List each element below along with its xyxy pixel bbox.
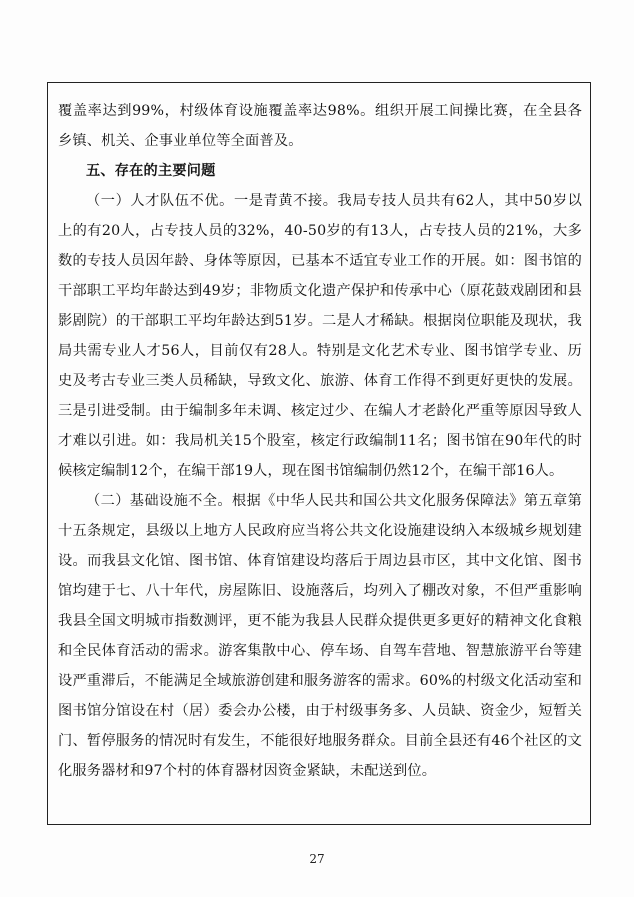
document-body: [58, 96, 582, 786]
body-paragraph-infrastructure: （二）基础设施不全。根据《中华人民共和国公共文化服务保障法》第五章第十五条规定，县级以上地方人民政府应当将公共文化设施建设纳入本级城乡规划建设。而我县文化馆、图书馆、体育馆建设均落后于周边县市区，其中文化馆、图书馆均建于七、八十年代，房屋陈旧、设施落后，均列入了棚改对象，不但严重影响我县全国文明城市指数测评，更不能为我县人民群众提供更多更好的精神文化食粮和全民体育活动的需求。游客集散中心、停车场、自驾车营地、智慧旅游平台等建设严重滞后，不能满足全域旅游创建和服务游客的需求。60%的村级文化活动室和图书馆分馆设在村（居）委会办公楼，由于村级事务多、人员缺、资金少，短暂关门、暂停服务的情况时有发生，不能很好地服务群众。目前全县还有46个社区的文化服务器材和97个村的体育器材因资金紧缺，未配送到位。: [58, 493, 582, 779]
body-paragraph-talent: （一）人才队伍不优。一是青黄不接。我局专技人员共有62人，其中50岁以上的有20人，占专技人员的32%，40-50岁的有13人，占专技人员的21%，大多数的专技人员因年龄、身体等原因，已基本不适宜专业工作的开展。如：图书馆的干部职工平均年龄达到49岁；非物质文化遗产保护和传承中心（原花鼓戏剧团和县影剧院）的干部职工平均年龄达到51岁。二是人才稀缺。根据岗位职能及现状，我局共需专业人才56人，目前仅有28人。特别是文化艺术专业、图书馆学专业、历史及考古专业三类人员稀缺，导致文化、旅游、体育工作得不到更好更快的发展。三是引进受制。由于编制多年未调、核定过少、在编人才老龄化严重等原因导致人才难以引进。如：我局机关15个股室，核定行政编制11名；图书馆在90年代的时候核定编制12个，在编干部19人，现在图书馆编制仍然12个，在编干部16人。: [58, 193, 582, 479]
section-heading: 五、存在的主要问题: [86, 163, 216, 179]
continuation-paragraph: 覆盖率达到99%，村级体育设施覆盖率达98%。组织开展工间操比赛，在全县各乡镇、机关、企事业单位等全面普及。: [58, 103, 582, 149]
page-number: 27: [309, 852, 325, 866]
